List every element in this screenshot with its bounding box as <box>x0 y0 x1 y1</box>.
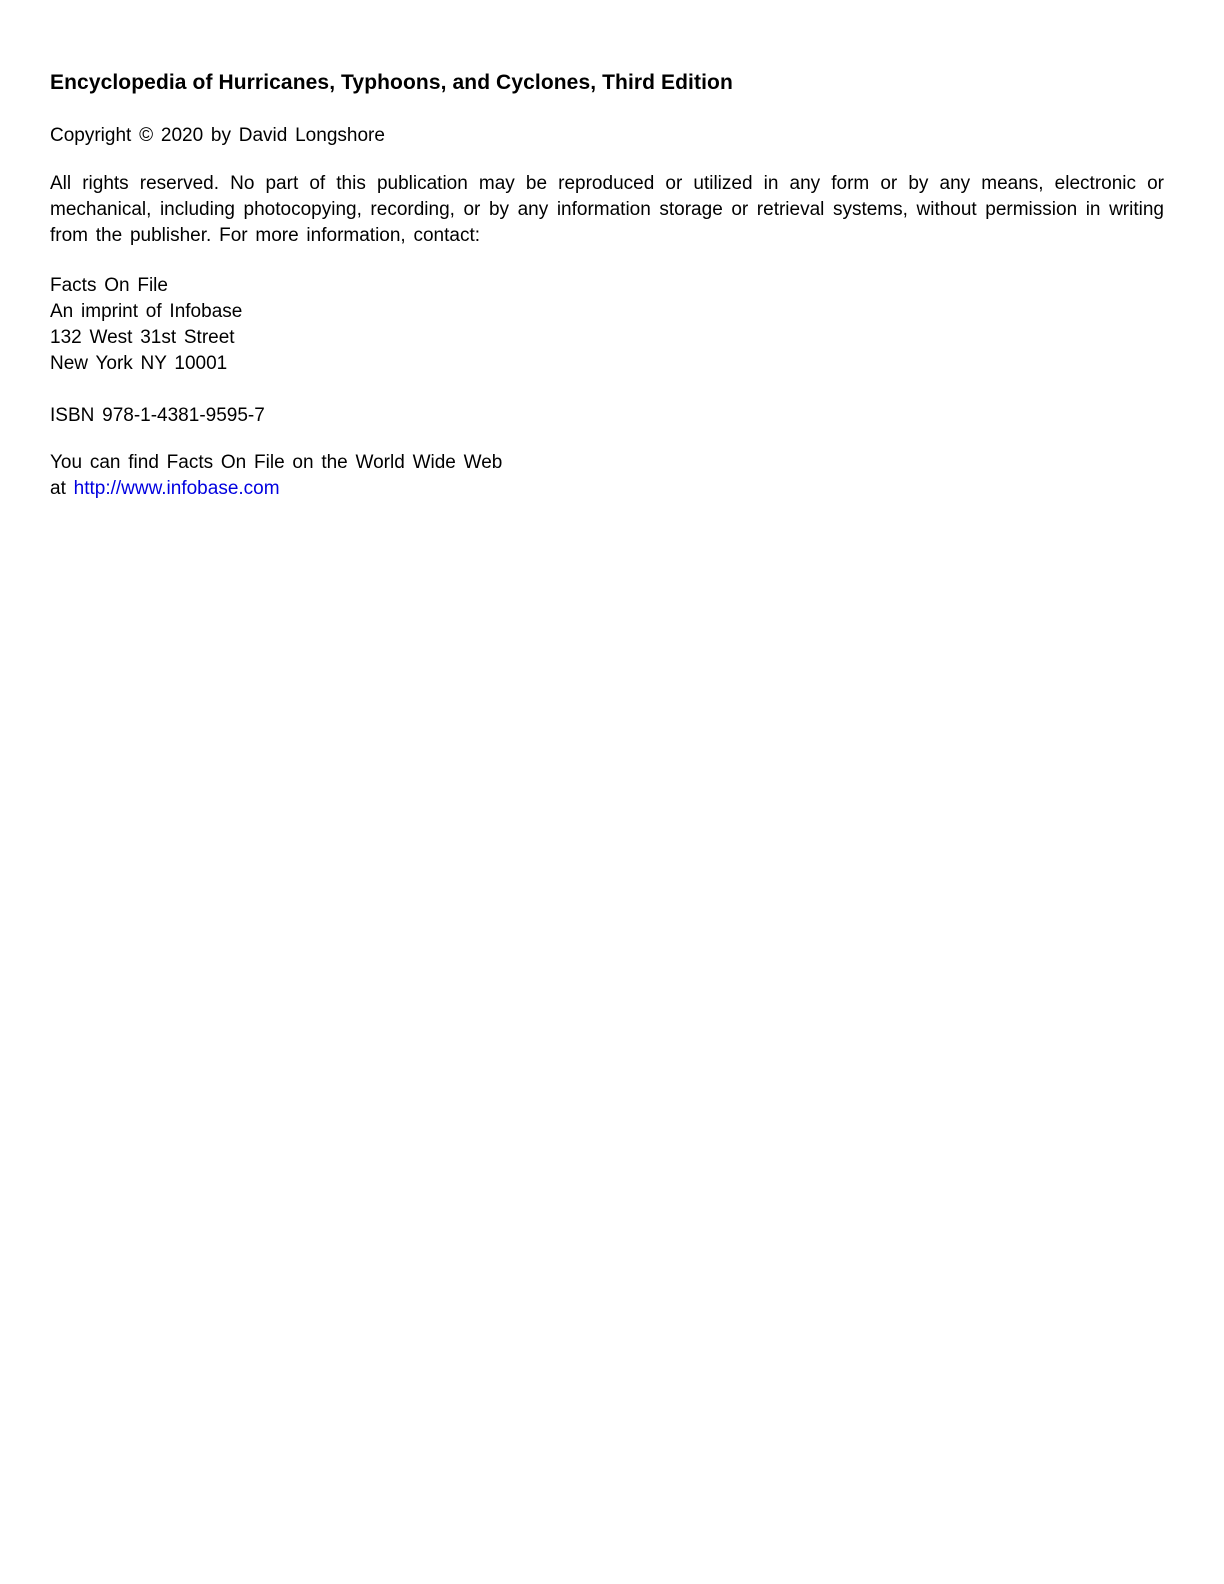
isbn-line: ISBN 978-1-4381-9595-7 <box>50 405 265 426</box>
publisher-address-block <box>50 273 1164 377</box>
web-line-1: You can find Facts On File on the World Wide Web <box>50 452 503 473</box>
rights-paragraph: All rights reserved. No part of this publication may be reproduced or utilized in any form or by any means, electronic or mechanical, including photocopying, recording, or by any information storage or retrieval systems, without permission in writing from the publisher. For more information, contact: <box>50 173 1164 246</box>
publisher-imprint: An imprint of Infobase <box>50 301 243 322</box>
book-title: Encyclopedia of Hurricanes, Typhoons, and Cyclones, Third Edition <box>50 71 733 94</box>
copyright-line: Copyright © 2020 by David Longshore <box>50 125 385 146</box>
publisher-city: New York NY 10001 <box>50 353 228 374</box>
web-info-block <box>50 450 1164 502</box>
web-line-2-prefix: at <box>50 478 74 499</box>
publisher-street: 132 West 31st Street <box>50 327 235 348</box>
web-line-2 <box>50 476 1164 502</box>
infobase-link[interactable]: http://www.infobase.com <box>73 478 280 499</box>
publisher-name: Facts On File <box>50 275 168 296</box>
